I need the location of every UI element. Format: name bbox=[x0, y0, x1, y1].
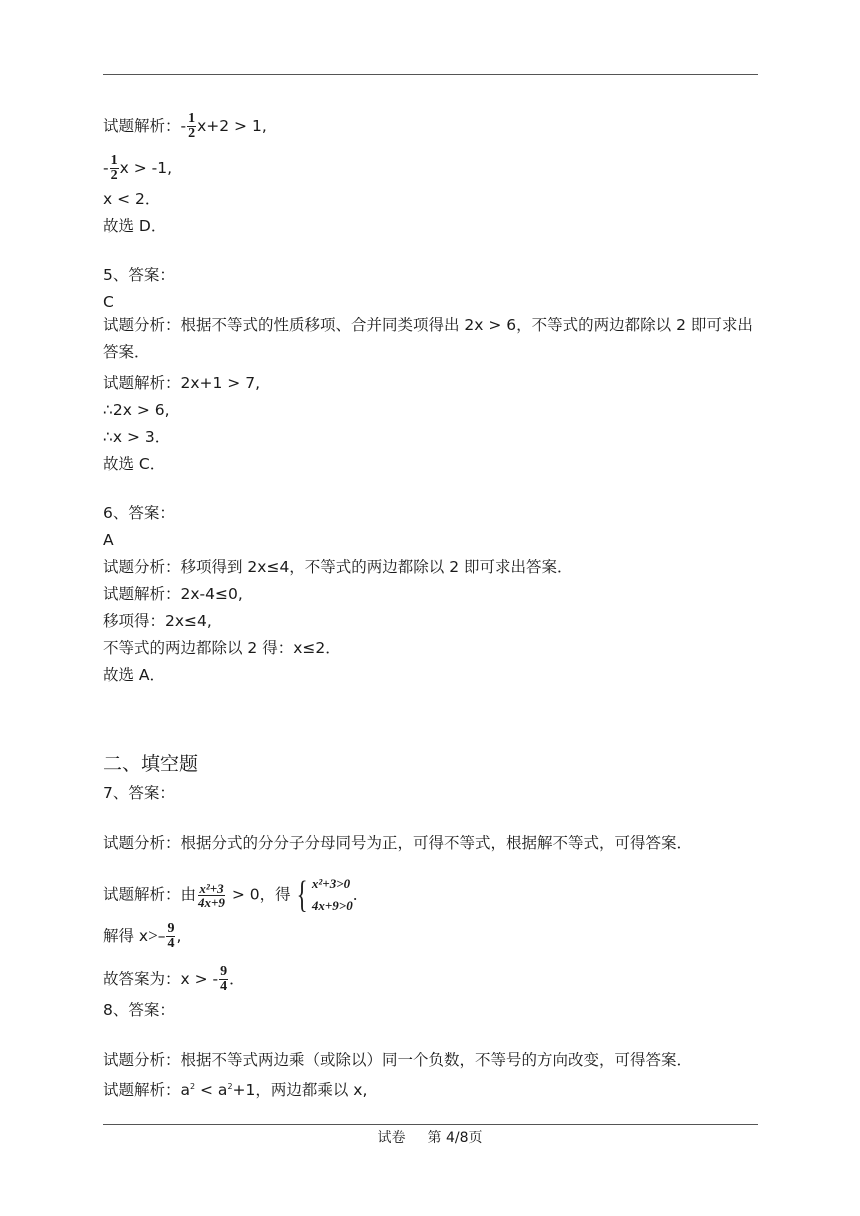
system-row: x²+3>0 bbox=[311, 876, 351, 891]
q7-solution-line bbox=[103, 873, 369, 916]
q8-solution-line bbox=[103, 1077, 368, 1100]
q5-answer-value: C bbox=[103, 293, 114, 311]
q7-answer-line bbox=[103, 964, 245, 994]
denominator: 4x+9 bbox=[198, 894, 225, 910]
q8-answer-label: 8、答案： bbox=[103, 1001, 175, 1019]
text-segment: 故答案为：x > - bbox=[103, 970, 219, 988]
text-segment: - bbox=[103, 159, 109, 177]
denominator: 2 bbox=[188, 126, 196, 141]
page-number: 第 4/8页 bbox=[427, 1130, 483, 1146]
page-footer bbox=[0, 1129, 860, 1147]
system-row: 4x+9>0 bbox=[311, 898, 353, 913]
header-rule bbox=[103, 74, 758, 75]
text-segment: < a bbox=[195, 1081, 228, 1100]
text-segment: > 0，得 bbox=[226, 885, 291, 904]
q7-solve-line bbox=[103, 921, 182, 951]
text-segment: , bbox=[176, 927, 182, 945]
numerator: 9 bbox=[220, 964, 228, 979]
fraction bbox=[110, 154, 119, 183]
q5-answer-label: 5、答案： bbox=[103, 266, 175, 284]
text-segment: ． bbox=[352, 885, 369, 904]
text-segment: 试题解析：由 bbox=[103, 885, 197, 904]
q6-answer-label: 6、答案： bbox=[103, 504, 175, 522]
text-line: 故选 C． bbox=[103, 455, 166, 473]
numerator: 1 bbox=[110, 153, 118, 168]
text-line: 故选 A． bbox=[103, 666, 166, 684]
text-segment: 试题解析：a bbox=[103, 1081, 190, 1100]
section-title: 二、填空题 bbox=[103, 753, 199, 775]
text-line: 试题解析：2x+1 > 7, bbox=[103, 374, 261, 392]
q6-answer-value: A bbox=[103, 531, 114, 549]
denominator: 4 bbox=[220, 979, 228, 994]
numerator: 9 bbox=[167, 921, 175, 936]
q7-analysis: 试题分析：根据分式的分分子分母同号为正，可得不等式，根据解不等式，可得答案． bbox=[103, 834, 693, 852]
text-line: ∴x > 3． bbox=[103, 428, 171, 446]
text-line: 故选 D． bbox=[103, 217, 167, 235]
denominator: 4 bbox=[167, 936, 175, 951]
q4-solution-line bbox=[103, 111, 267, 141]
q8-analysis: 试题分析：根据不等式两边乘（或除以）同一个负数，不等号的方向改变，可得答案． bbox=[103, 1051, 693, 1069]
q7-answer-label: 7、答案： bbox=[103, 784, 175, 802]
text-segment: +1，两边都乘以 x, bbox=[232, 1081, 368, 1100]
fraction bbox=[219, 965, 228, 994]
text-segment: x+2 > 1, bbox=[197, 117, 267, 135]
footer-rule bbox=[103, 1124, 758, 1125]
operator: > bbox=[148, 926, 158, 945]
text-line: 试题解析：2x-4≤0, bbox=[103, 585, 243, 603]
q6-analysis: 试题分析：移项得到 2x≤4，不等式的两边都除以 2 即可求出答案． bbox=[103, 558, 573, 576]
fraction bbox=[187, 112, 196, 141]
text-segment: 解得 x bbox=[103, 927, 149, 945]
fraction bbox=[166, 922, 175, 951]
inequality-system bbox=[293, 873, 353, 917]
text-line: 移项得：2x≤4, bbox=[103, 612, 212, 630]
text-segment: ． bbox=[229, 970, 245, 988]
text-line: x < 2． bbox=[103, 190, 161, 208]
numerator: 1 bbox=[188, 111, 196, 126]
brace-icon: { bbox=[296, 874, 308, 916]
text-line: ∴2x > 6, bbox=[103, 401, 170, 419]
numerator: x²+3 bbox=[199, 880, 224, 896]
footer-label: 试卷 bbox=[377, 1130, 406, 1146]
exponent: 2 bbox=[227, 1082, 233, 1091]
text-segment: 试题解析：- bbox=[103, 117, 187, 135]
sign: – bbox=[157, 927, 166, 945]
text-line: 不等式的两边都除以 2 得：x≤2． bbox=[103, 639, 341, 657]
text-segment: x > -1, bbox=[119, 159, 172, 177]
fraction bbox=[197, 882, 226, 909]
denominator: 2 bbox=[110, 168, 118, 183]
exponent: 2 bbox=[190, 1082, 196, 1091]
q5-analysis: 试题分析：根据不等式的性质移项、合并同类项得出 2x > 6，不等式的两边都除以 2 即可求出答案． bbox=[103, 316, 753, 361]
q4-step-line bbox=[103, 153, 172, 183]
